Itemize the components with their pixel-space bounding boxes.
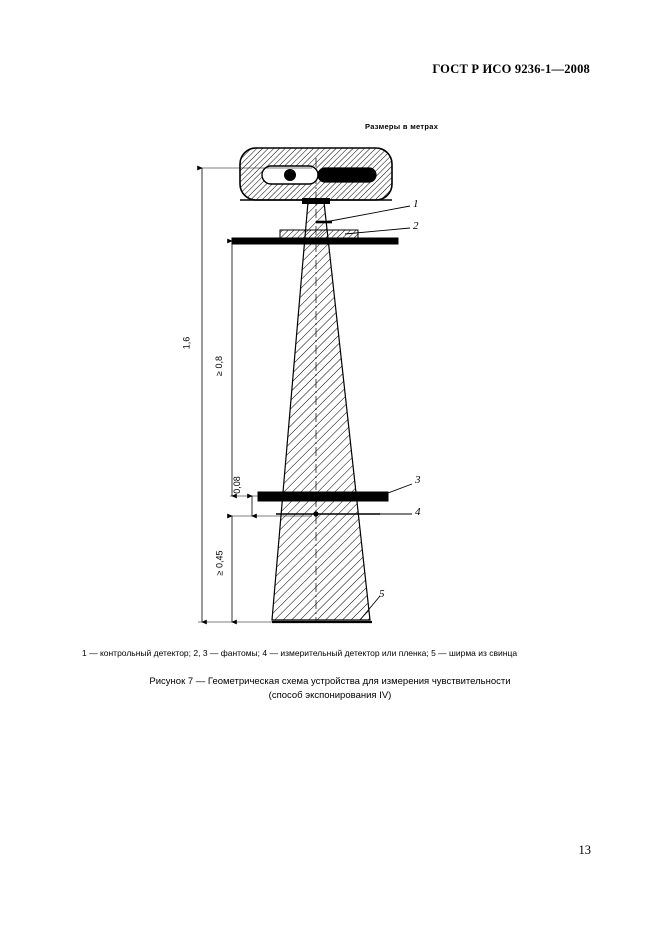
part-label-4: 4 (415, 506, 421, 518)
geometry-diagram (80, 110, 580, 640)
part-label-2: 2 (413, 220, 419, 232)
dim-label-gap: 0,08 (231, 476, 242, 494)
figure-caption (80, 675, 580, 704)
document-header: ГОСТ Р ИСО 9236-1—2008 (432, 62, 590, 76)
part-label-1: 1 (413, 198, 419, 210)
focal-spot (284, 169, 296, 181)
tube-insert-right (318, 168, 376, 182)
dim-label-total: 1,6 (181, 336, 192, 350)
page-number: 13 (578, 843, 591, 857)
figure-legend: 1 — контрольный детектор; 2, 3 — фантомы; 4 — измерительный детектор или пленка; 5 — ширма из свинца (82, 648, 518, 658)
phantom-3 (258, 492, 388, 501)
dim-label-lower: ≥ 0,45 (214, 550, 225, 576)
beam-cone (272, 202, 370, 620)
leader-line-3 (380, 484, 412, 496)
leader-line-1 (325, 206, 410, 222)
figure-7 (80, 110, 580, 640)
figure-caption-line-1: Рисунок 7 — Геометрическая схема устройства для измерения чувствительности (149, 676, 511, 687)
part-label-3: 3 (415, 474, 421, 486)
collimator-slot (302, 198, 330, 204)
dimensions-note: Размеры в метрах (365, 122, 439, 131)
dim-label-upper: ≥ 0,8 (213, 356, 224, 376)
figure-caption-line-2: (способ экспонирования IV) (268, 690, 392, 702)
measuring-point (313, 511, 318, 516)
part-label-5: 5 (379, 588, 385, 600)
